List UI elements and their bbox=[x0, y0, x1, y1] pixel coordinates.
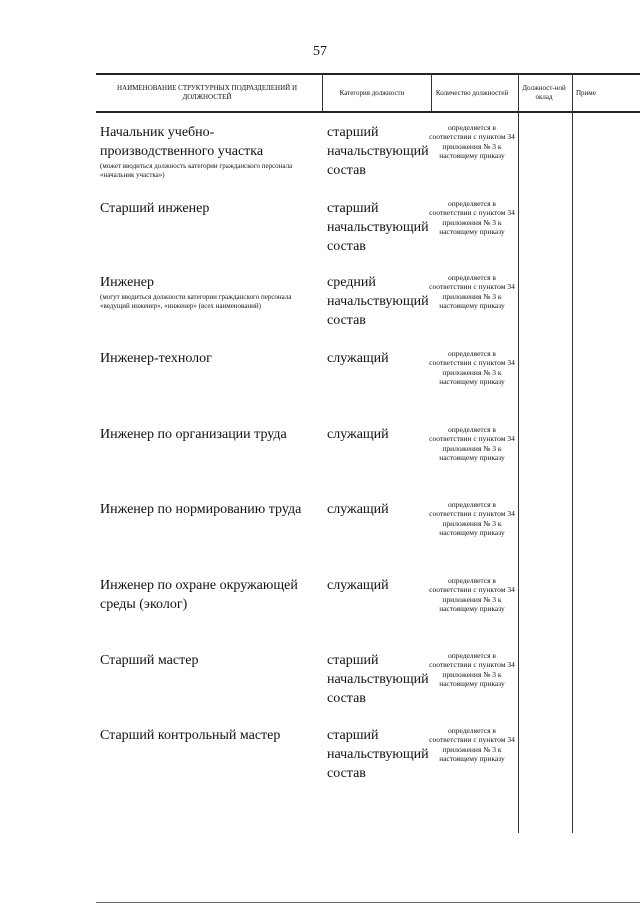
position-name: Инженер по охране окружающей среды (эколог) bbox=[100, 578, 298, 612]
column-divider bbox=[518, 73, 519, 833]
quantity-cell: определяется в соответствии с пунктом 34 приложения № 3 к настоящему приказу bbox=[429, 726, 515, 764]
position-cell bbox=[100, 576, 315, 615]
quantity-cell: определяется в соответствии с пунктом 34 приложения № 3 к настоящему приказу bbox=[429, 500, 515, 538]
table-header bbox=[96, 73, 640, 113]
quantity-cell: определяется в соответствии с пунктом 34 приложения № 3 к настоящему приказу bbox=[429, 123, 515, 161]
category-cell: служащий bbox=[327, 351, 389, 366]
quantity-cell: определяется в соответствии с пунктом 34 приложения № 3 к настоящему приказу bbox=[429, 576, 515, 614]
column-divider bbox=[431, 73, 432, 111]
header-quantity: Количество должностей bbox=[435, 88, 509, 97]
category-cell: служащий bbox=[327, 427, 389, 442]
column-divider bbox=[322, 73, 323, 111]
quantity-cell: определяется в соответствии с пунктом 34 приложения № 3 к настоящему приказу bbox=[429, 273, 515, 311]
staff-table bbox=[96, 73, 640, 113]
position-name: Инженер-технолог bbox=[100, 351, 212, 366]
quantity-cell: определяется в соответствии с пунктом 34 приложения № 3 к настоящему приказу bbox=[429, 425, 515, 463]
position-cell bbox=[100, 273, 315, 311]
header-salary: Должност-ной оклад bbox=[522, 84, 566, 101]
position-name: Инженер bbox=[100, 275, 155, 290]
position-name: Инженер по организации труда bbox=[100, 427, 287, 442]
position-cell bbox=[100, 349, 315, 369]
quantity-cell: определяется в соответствии с пунктом 34 приложения № 3 к настоящему приказу bbox=[429, 349, 515, 387]
position-name: Инженер по нормированию труда bbox=[100, 502, 302, 517]
category-cell: старший начальствующий состав bbox=[327, 201, 429, 254]
position-cell bbox=[100, 123, 315, 180]
quantity-cell: определяется в соответствии с пунктом 34 приложения № 3 к настоящему приказу bbox=[429, 199, 515, 237]
position-cell bbox=[100, 651, 315, 671]
position-note: (может вводиться должность категории гражданского персонала «начальник участка») bbox=[100, 162, 293, 179]
page-number: 57 bbox=[313, 44, 327, 59]
position-name: Старший контрольный мастер bbox=[100, 728, 281, 743]
quantity-cell: определяется в соответствии с пунктом 34 приложения № 3 к настоящему приказу bbox=[429, 651, 515, 689]
position-cell bbox=[100, 425, 315, 445]
position-cell bbox=[100, 726, 315, 746]
header-note: Приме bbox=[576, 88, 596, 97]
category-cell: служащий bbox=[327, 578, 389, 593]
position-name: Начальник учебно-производственного участка bbox=[100, 125, 264, 159]
column-divider bbox=[572, 73, 573, 833]
header-name: НАИМЕНОВАНИЕ СТРУКТУРНЫХ ПОДРАЗДЕЛЕНИЙ И ДОЛЖНОСТЕЙ bbox=[116, 84, 298, 101]
header-category: Категория должности bbox=[339, 88, 405, 97]
page-bottom-rule bbox=[96, 902, 640, 903]
category-cell: служащий bbox=[327, 502, 389, 517]
position-name: Старший мастер bbox=[100, 653, 199, 668]
category-cell: средний начальствующий состав bbox=[327, 275, 429, 328]
position-cell bbox=[100, 500, 315, 520]
position-name: Старший инженер bbox=[100, 201, 210, 216]
category-cell: старший начальствующий состав bbox=[327, 728, 429, 781]
position-note: (могут вводиться должности категории гражданского персонала «ведущий инженер», «инженер» (всех наименований) bbox=[100, 293, 292, 310]
category-cell: старший начальствующий состав bbox=[327, 125, 429, 178]
category-cell: старший начальствующий состав bbox=[327, 653, 429, 706]
position-cell bbox=[100, 199, 315, 219]
